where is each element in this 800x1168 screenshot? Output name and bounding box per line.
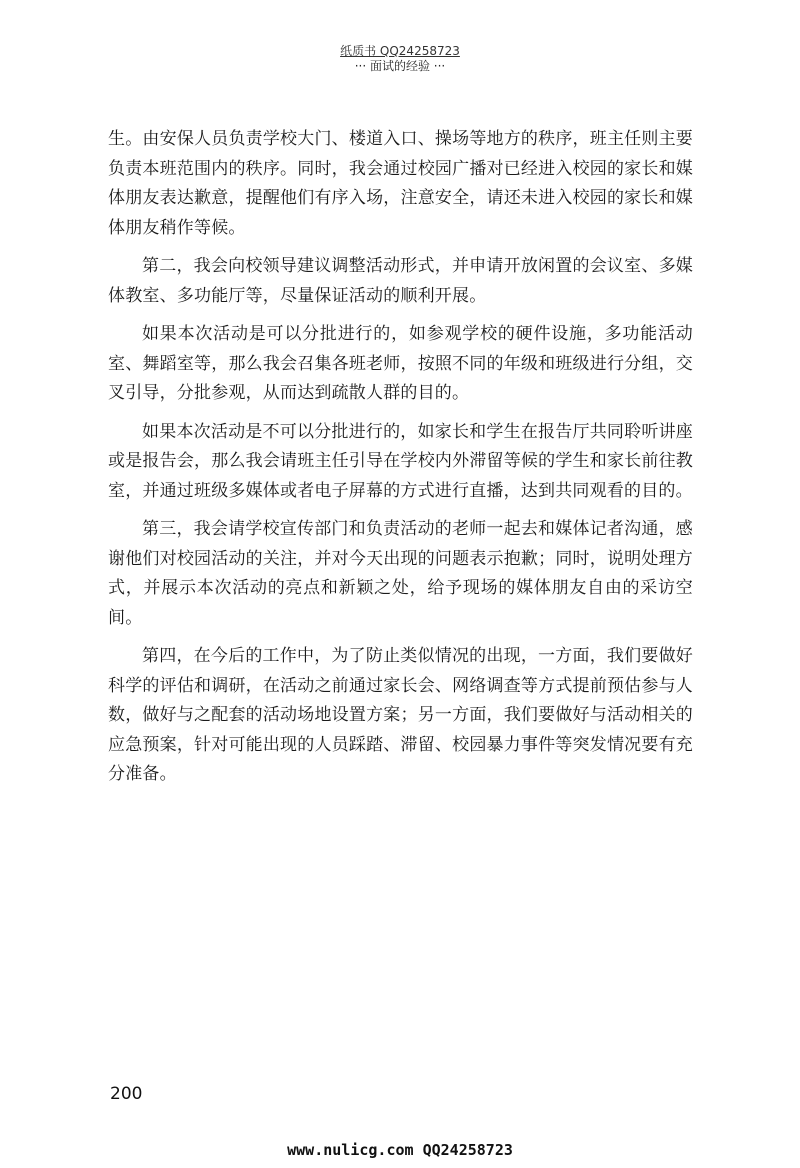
paragraph-6: 第四，在今后的工作中，为了防止类似情况的出现，一方面，我们要做好科学的评估和调研，在活动之前通过家长会、网络调查等方式提前预估参与人数，做好与之配套的活动场地设置方案；另一方面，我们要做好与活动相关的应急预案，针对可能出现的人员踩踏、滞留、校园暴力事件等突发情况要有充分准备。 <box>108 646 693 784</box>
paragraph-5: 第三，我会请学校宣传部门和负责活动的老师一起去和媒体记者沟通，感谢他们对校园活动的关注，并对今天出现的问题表示抱歉；同时，说明处理方式，并展示本次活动的亮点和新颖之处，给予现场的媒体朋友自由的采访空间。 <box>108 519 693 628</box>
page-number: 200 <box>110 1084 143 1104</box>
paragraph-4: 如果本次活动是不可以分批进行的，如家长和学生在报告厅共同聆听讲座或是报告会，那么我会请班主任引导在学校内外滞留等候的学生和家长前往教室，并通过班级多媒体或者电子屏幕的方式进行直播，达到共同观看的目的。 <box>108 421 693 501</box>
running-header: ··· 面试的经验 ··· <box>354 59 446 73</box>
body-text <box>108 125 693 799</box>
paragraph-3: 如果本次活动是可以分批进行的，如参观学校的硬件设施，多功能活动室、舞蹈室等，那么我会召集各班老师，按照不同的年级和班级进行分组，交叉引导，分批参观，从而达到疏散人群的目的。 <box>108 324 693 403</box>
watermark-top: 纸质书 QQ24258723 <box>340 44 460 58</box>
paragraph-1: 生。由安保人员负责学校大门、楼道入口、操场等地方的秩序，班主任则主要负责本班范围内的秩序。同时，我会通过校园广播对已经进入校园的家长和媒体朋友表达歉意，提醒他们有序入场，注意安全，请还未进入校园的家长和媒体朋友稍作等候。 <box>108 129 693 238</box>
watermark-bottom: www.nulicg.com QQ24258723 <box>287 1141 513 1159</box>
paragraph-2: 第二，我会向校领导建议调整活动形式，并申请开放闲置的会议室、多媒体教室、多功能厅等，尽量保证活动的顺利开展。 <box>108 256 693 306</box>
